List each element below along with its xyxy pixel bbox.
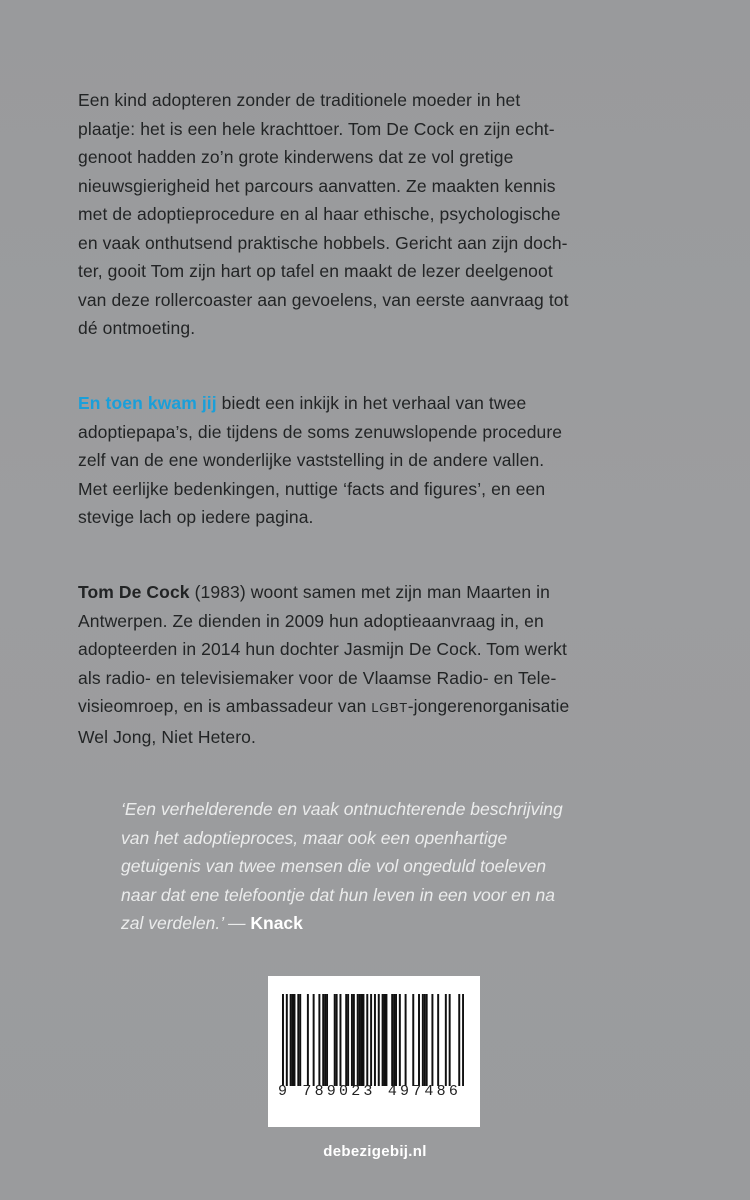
intro-line: adoptiepapa’s, die tijdens de soms zenuwslopende procedure	[78, 421, 563, 442]
intro-line: Met eerlijke bedenkingen, nuttige ‘facts and figures’, en een	[78, 478, 546, 499]
intro-line: stevige lach op iedere pagina.	[78, 507, 314, 527]
barcode-bars	[282, 994, 464, 1086]
blurb-line: nieuwsgierigheid het parcours aanvatten. Ze maakten kennis	[78, 175, 556, 196]
barcode-bar	[424, 994, 426, 1086]
barcode-bar	[353, 994, 355, 1086]
barcode-bar	[326, 994, 328, 1086]
blurb-line: van deze rollercoaster aan gevoelens, van eerste aanvraag tot	[78, 289, 569, 310]
blurb-line: Een kind adopteren zonder de traditionele moeder in het	[78, 90, 521, 110]
barcode-bar	[313, 994, 315, 1086]
barcode-bar	[445, 994, 447, 1086]
barcode-bar	[412, 994, 414, 1086]
barcode-bar	[405, 994, 407, 1086]
barcode-bar	[361, 994, 363, 1086]
barcode-bar	[293, 994, 295, 1086]
review-source: Knack	[250, 913, 303, 933]
barcode-bar	[462, 994, 464, 1086]
barcode-bar	[334, 994, 336, 1086]
review-quote	[121, 795, 681, 938]
barcode-bar	[458, 994, 460, 1086]
barcode-bar	[382, 994, 384, 1086]
barcode-bar	[290, 994, 292, 1086]
barcode-bar	[339, 994, 341, 1086]
barcode-bar	[385, 994, 387, 1086]
barcode-bar	[318, 994, 320, 1086]
author-name: Tom De Cock	[78, 582, 190, 602]
barcode-bar	[322, 994, 324, 1086]
lgbt-abbreviation: LGBT	[371, 700, 408, 715]
quote-line: getuigenis van twee mensen die vol ongeduld toeleven	[121, 856, 547, 876]
barcode-bar	[395, 994, 397, 1086]
barcode-bar	[307, 994, 309, 1086]
barcode-bar	[449, 994, 451, 1086]
barcode-bar	[359, 994, 361, 1086]
bio-line-text: -jongerenorganisatie	[407, 696, 570, 716]
bio-line: Antwerpen. Ze dienden in 2009 hun adoptieaanvraag in, en	[78, 610, 544, 631]
bio-line-text: visieomroep, en is ambassadeur van	[78, 696, 372, 716]
barcode-bar	[336, 994, 338, 1086]
barcode-bar	[426, 994, 428, 1086]
bio-line	[78, 578, 658, 607]
barcode-bar	[362, 994, 364, 1086]
barcode-bar	[351, 994, 353, 1086]
blurb-line: dé ontmoeting.	[78, 318, 196, 338]
intro-paragraph	[78, 389, 658, 532]
barcode-bar	[347, 994, 349, 1086]
bio-line	[78, 692, 658, 723]
barcode-bar	[299, 994, 301, 1086]
quote-line: van het adoptieproces, maar ook een openhartige	[121, 827, 508, 848]
quote-line: naar dat ene telefoontje dat hun leven in een voor en na	[121, 884, 555, 905]
barcode-bar	[393, 994, 395, 1086]
intro-line	[78, 389, 658, 418]
blurb-line: met de adoptieprocedure en al haar ethische, psychologische	[78, 204, 561, 224]
barcode-bar	[422, 994, 424, 1086]
bio-line: Wel Jong, Niet Hetero.	[78, 726, 256, 747]
isbn-number: 9 789023 497486	[278, 1083, 462, 1100]
barcode-bar	[366, 994, 368, 1086]
bio-line-text: (1983) woont samen met zijn man Maarten in	[189, 582, 550, 602]
quote-line-text: zal verdelen.’ —	[121, 913, 251, 933]
barcode-bar	[292, 994, 294, 1086]
barcode-bar	[437, 994, 439, 1086]
barcode-bar	[324, 994, 326, 1086]
blurb-line: en vaak onthutsend praktische hobbels. Gericht aan zijn doch-	[78, 232, 568, 253]
book-title: En toen kwam jij	[78, 393, 217, 413]
intro-line: zelf van de ene wonderlijke vaststelling in de andere vallen.	[78, 450, 545, 470]
publisher-url: debezigebij.nl	[323, 1143, 427, 1160]
bio-line: als radio- en televisiemaker voor de Vlaamse Radio- en Tele-	[78, 667, 557, 688]
barcode-bar	[391, 994, 393, 1086]
blurb-line: plaatje: het is een hele krachttoer. Tom De Cock en zijn echt-	[78, 118, 555, 139]
isbn-barcode	[268, 976, 480, 1127]
barcode-bar	[418, 994, 420, 1086]
blurb-line: ter, gooit Tom zijn hart op tafel en maakt de lezer deelgenoot	[78, 261, 553, 281]
barcode-bar	[384, 994, 386, 1086]
barcode-bar	[282, 994, 284, 1086]
bio-line: adopteerden in 2014 hun dochter Jasmijn De Cock. Tom werkt	[78, 639, 567, 659]
barcode-bar	[378, 994, 380, 1086]
barcode-bar	[370, 994, 372, 1086]
barcode-bar	[297, 994, 299, 1086]
blurb-paragraph	[78, 86, 658, 343]
barcode-bar	[374, 994, 376, 1086]
barcode-bar	[345, 994, 347, 1086]
quote-line: ‘Een verhelderende en vaak ontnuchterende beschrijving	[121, 799, 563, 819]
barcode-bar	[431, 994, 433, 1086]
blurb-line: genoot hadden zo’n grote kinderwens dat ze vol gretige	[78, 147, 514, 167]
quote-line	[121, 909, 681, 938]
barcode-bar	[399, 994, 401, 1086]
barcode-bar	[286, 994, 288, 1086]
author-bio	[78, 578, 658, 751]
barcode-bar	[357, 994, 359, 1086]
intro-line-text: biedt een inkijk in het verhaal van twee	[216, 393, 527, 413]
